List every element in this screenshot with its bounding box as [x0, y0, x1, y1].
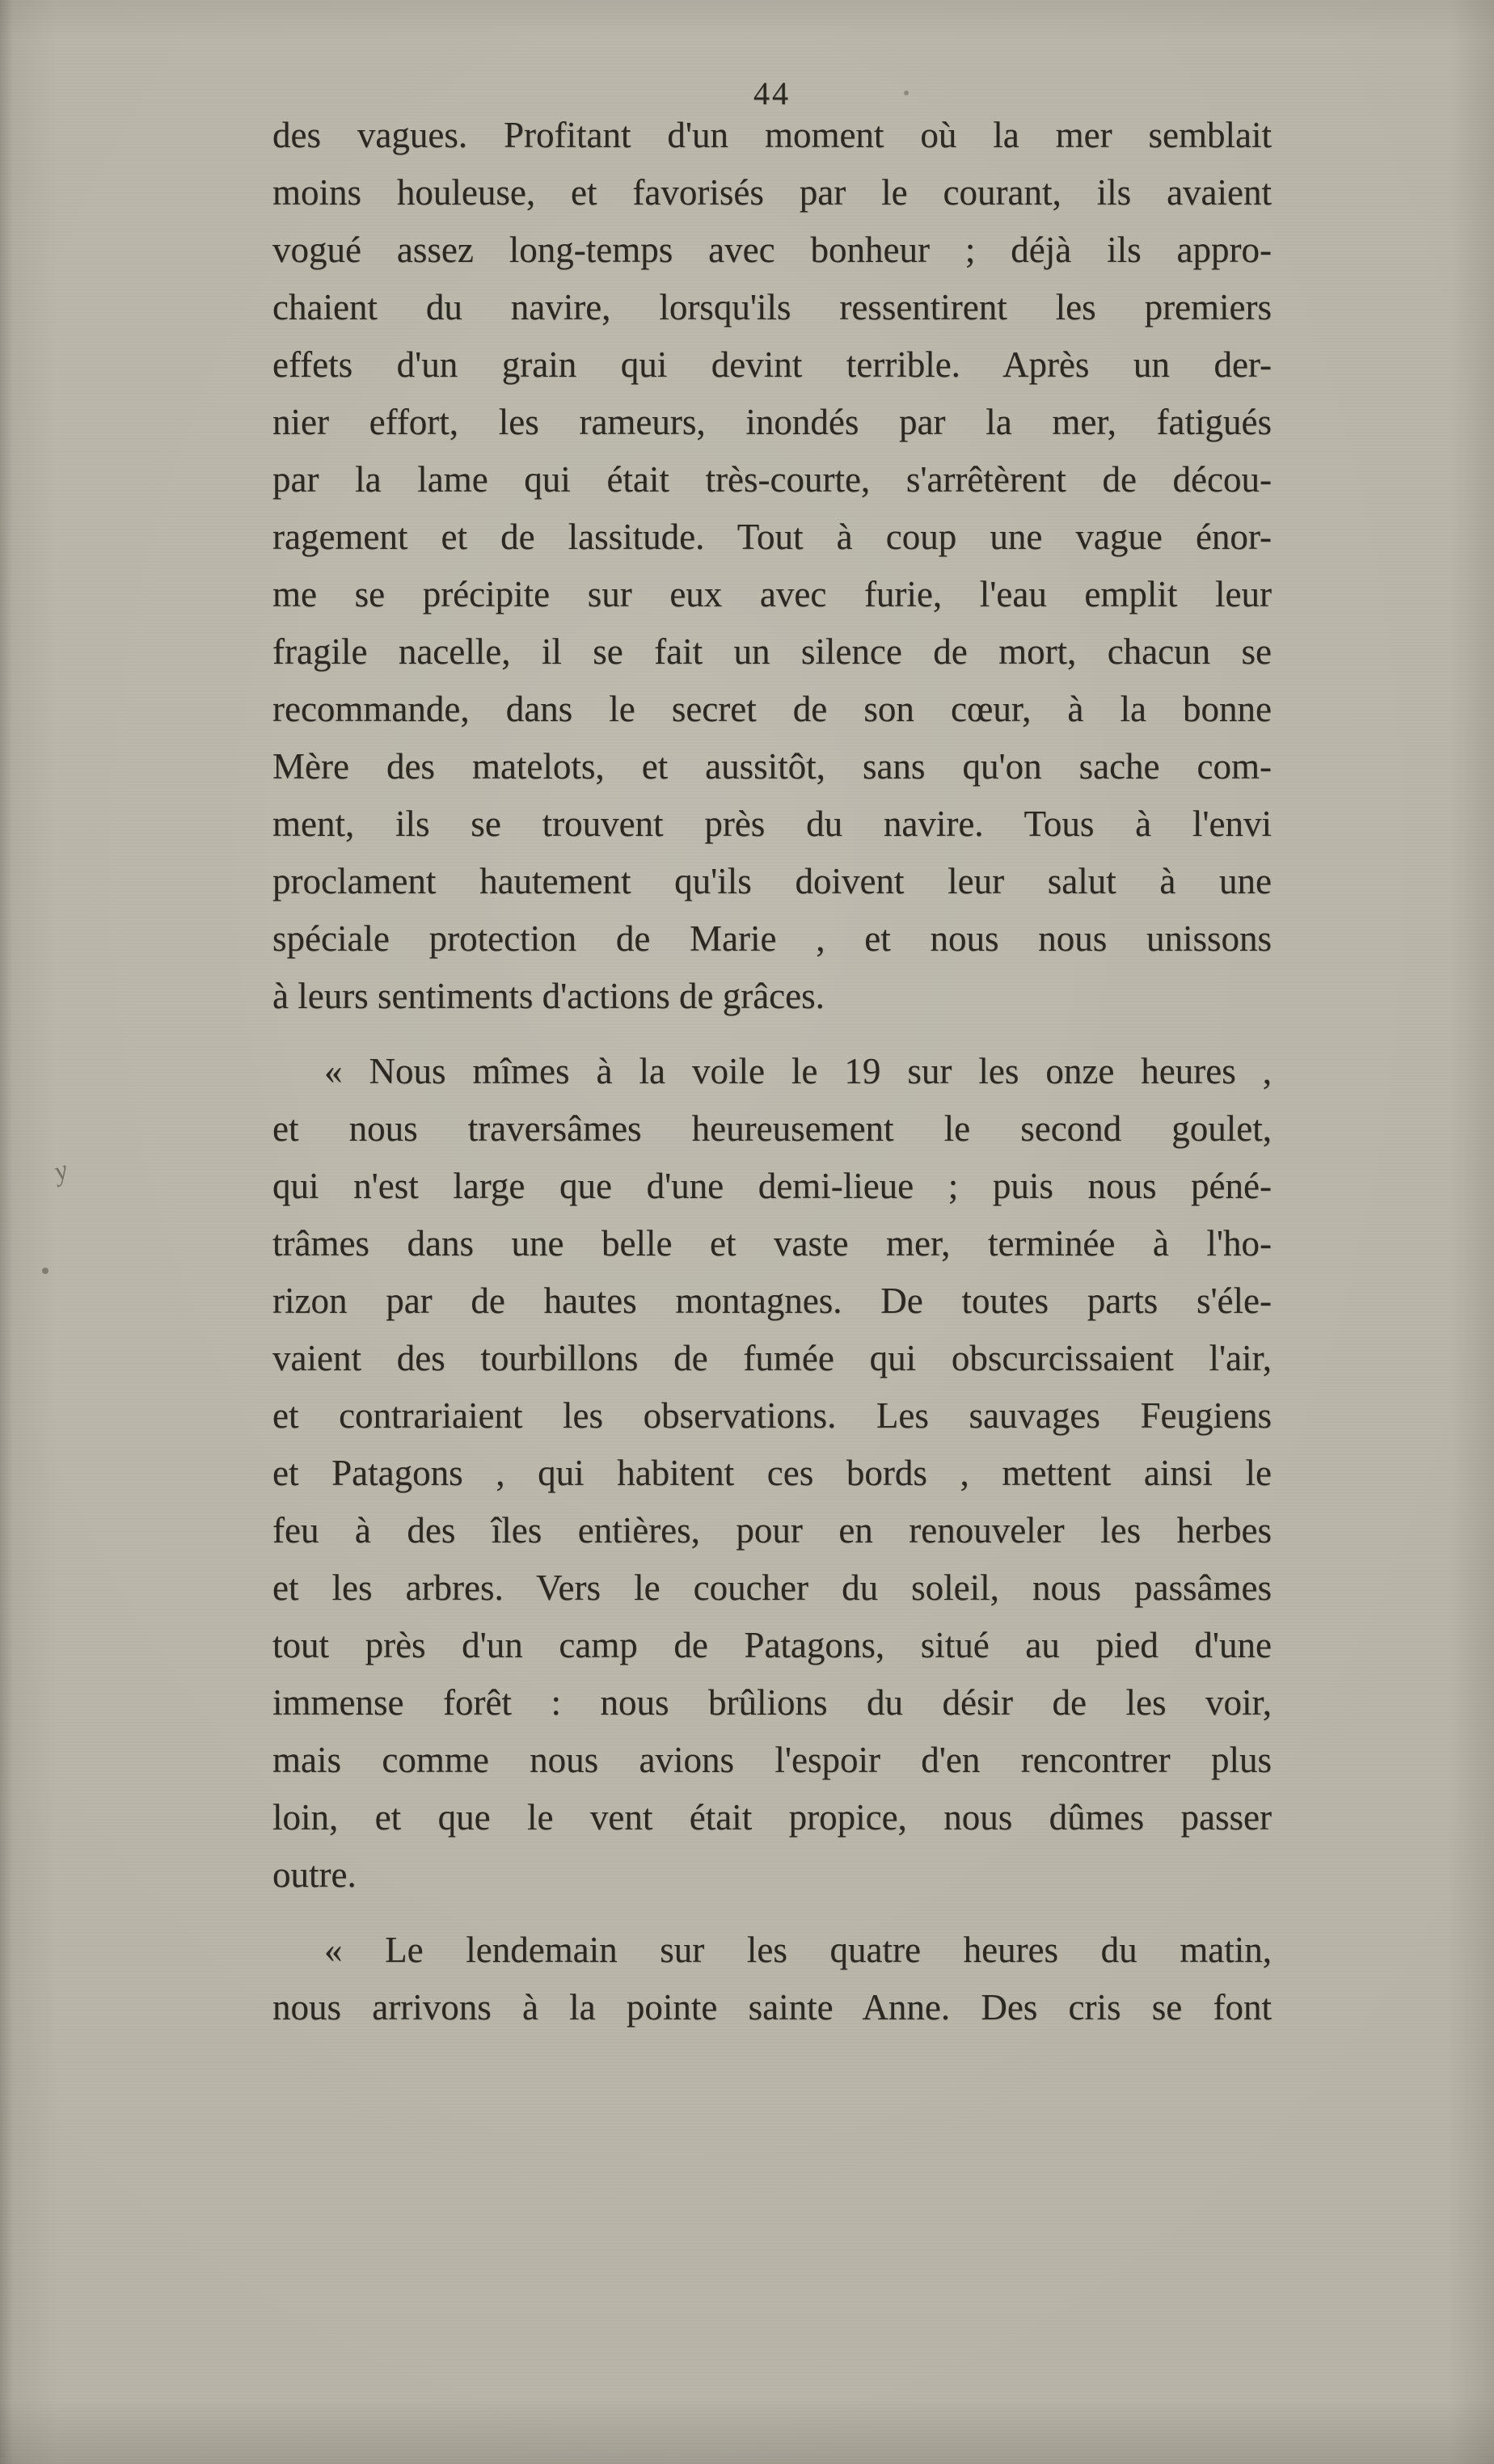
- text-line: effets d'un grain qui devint terrible. Après un der-: [272, 344, 1272, 385]
- text-line: ragement et de lassitude. Tout à coup une vague énor-: [272, 517, 1272, 557]
- text-line: immense forêt : nous brûlions du désir de les voir,: [272, 1682, 1272, 1723]
- text-line: nous arrivons à la pointe sainte Anne. Des cris se font: [272, 1987, 1272, 2027]
- scan-artifact: [42, 1268, 49, 1274]
- text-line: loin, et que le vent était propice, nous dûmes passer: [272, 1797, 1272, 1837]
- text-line: « Le lendemain sur les quatre heures du matin,: [324, 1930, 1272, 1970]
- text-line: des vagues. Profitant d'un moment où la mer semblait: [272, 115, 1272, 155]
- paragraph: [272, 1043, 1272, 1904]
- text-line: trâmes dans une belle et vaste mer, terminée à l'ho-: [272, 1223, 1272, 1264]
- text-line: outre.: [272, 1854, 357, 1895]
- text-line: me se précipite sur eux avec furie, l'eau emplit leur: [272, 574, 1272, 614]
- text-line: ment, ils se trouvent près du navire. Tous à l'envi: [272, 804, 1272, 844]
- text-block: [272, 107, 1272, 2036]
- text-line: recommande, dans le secret de son cœur, à la bonne: [272, 689, 1272, 729]
- page-number: 44: [753, 75, 791, 112]
- text-line: « Nous mîmes à la voile le 19 sur les onze heures ,: [324, 1051, 1272, 1091]
- paragraph: [272, 107, 1272, 1025]
- text-line: moins houleuse, et favorisés par le courant, ils avaient: [272, 172, 1272, 213]
- paragraph: [272, 1922, 1272, 2036]
- text-line: mais comme nous avions l'espoir d'en rencontrer plus: [272, 1740, 1272, 1780]
- text-line: et nous traversâmes heureusement le second goulet,: [272, 1108, 1272, 1149]
- text-line: proclament hautement qu'ils doivent leur salut à une: [272, 861, 1272, 901]
- text-line: vogué assez long-temps avec bonheur ; déjà ils appro-: [272, 230, 1272, 270]
- text-line: qui n'est large que d'une demi-lieue ; puis nous péné-: [272, 1166, 1272, 1206]
- text-line: spéciale protection de Marie , et nous nous unissons: [272, 918, 1272, 959]
- text-line: Mère des matelots, et aussitôt, sans qu'on sache com-: [272, 746, 1272, 787]
- text-line: feu à des îles entières, pour en renouveler les herbes: [272, 1510, 1272, 1551]
- text-line: fragile nacelle, il se fait un silence de mort, chacun se: [272, 631, 1272, 672]
- text-line: par la lame qui était très-courte, s'arrêtèrent de décou-: [272, 459, 1272, 500]
- text-line: vaient des tourbillons de fumée qui obscurcissaient l'air,: [272, 1338, 1272, 1378]
- text-line: nier effort, les rameurs, inondés par la mer, fatigués: [272, 402, 1272, 442]
- text-line: et Patagons , qui habitent ces bords , mettent ainsi le: [272, 1453, 1272, 1493]
- text-line: et les arbres. Vers le coucher du soleil, nous passâmes: [272, 1567, 1272, 1608]
- text-line: chaient du navire, lorsqu'ils ressentirent les premiers: [272, 287, 1272, 327]
- text-line: à leurs sentiments d'actions de grâces.: [272, 976, 825, 1016]
- text-line: rizon par de hautes montagnes. De toutes parts s'éle-: [272, 1281, 1272, 1321]
- scan-artifact: y: [50, 1154, 72, 1188]
- text-line: tout près d'un camp de Patagons, situé au pied d'une: [272, 1625, 1272, 1665]
- text-line: et contrariaient les observations. Les sauvages Feugiens: [272, 1395, 1272, 1436]
